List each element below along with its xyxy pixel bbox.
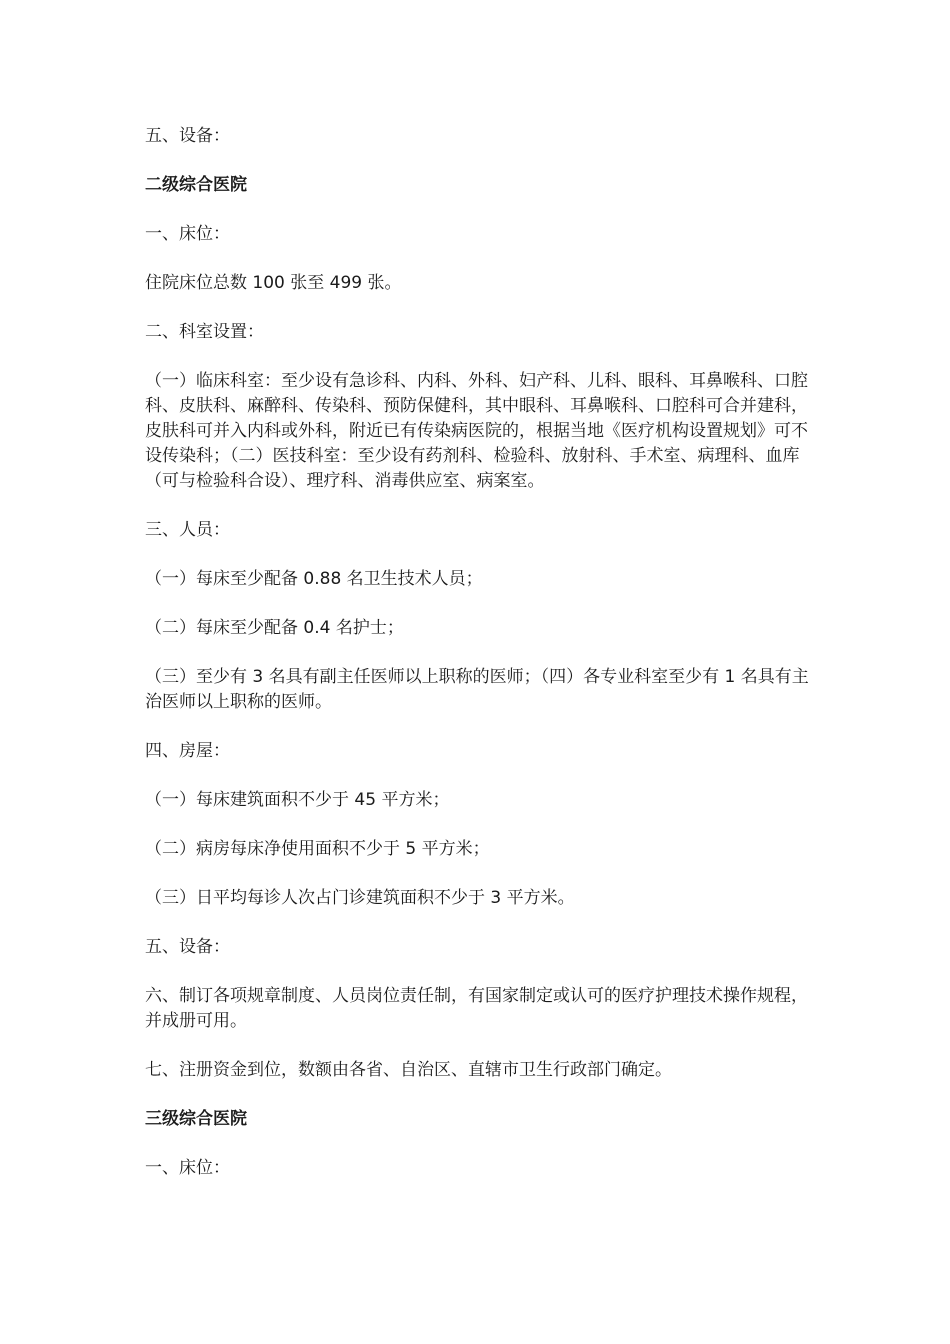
paragraph-regulations: 六、制订各项规章制度、人员岗位责任制，有国家制定或认可的医疗护理技术操作规程，并成册可用。 [145,986,808,1031]
paragraph-departments: 二、科室设置： [145,322,264,342]
paragraph-building-area: （一）每床建筑面积不少于 45 平方米； [145,790,450,810]
paragraph-outpatient-area: （三）日平均每诊人次占门诊建筑面积不少于 3 平方米。 [145,888,575,908]
paragraph-staff: 三、人员： [145,520,230,540]
heading-secondary-general-hospital: 二级综合医院 [145,175,247,195]
paragraph-registered-capital: 七、注册资金到位，数额由各省、自治区、直辖市卫生行政部门确定。 [145,1060,672,1080]
paragraph-buildings: 四、房屋： [145,741,230,761]
paragraph-department-details: （一）临床科室：至少设有急诊科、内科、外科、妇产科、儿科、眼科、耳鼻喉科、口腔科、皮肤科、麻醉科、传染科、预防保健科，其中眼科、耳鼻喉科、口腔科可合并建科，皮肤科可并入内科或外科，附近已有传染病医院的，根据当地《医疗机构设置规划》可不设传染科；（二）医技科室：至少设有药剂科、检验科、放射科、手术室、病理科、血库（可与检验科合设）、理疗科、消毒供应室、病案室。 [145,371,808,491]
paragraph-beds-tertiary: 一、床位： [145,1158,230,1178]
paragraph-staff-technicians: （一）每床至少配备 0.88 名卫生技术人员； [145,569,483,589]
paragraph-equipment-2: 五、设备： [145,937,230,957]
paragraph-equipment: 五、设备： [145,126,230,146]
paragraph-beds: 一、床位： [145,224,230,244]
paragraph-staff-physicians: （三）至少有 3 名具有副主任医师以上职称的医师；（四）各专业科室至少有 1 名具有主治医师以上职称的医师。 [145,667,809,712]
document-page [145,124,810,1205]
heading-tertiary-general-hospital: 三级综合医院 [145,1109,247,1129]
paragraph-bed-count: 住院床位总数 100 张至 499 张。 [145,273,402,293]
paragraph-staff-nurses: （二）每床至少配备 0.4 名护士； [145,618,404,638]
paragraph-ward-area: （二）病房每床净使用面积不少于 5 平方米； [145,839,490,859]
